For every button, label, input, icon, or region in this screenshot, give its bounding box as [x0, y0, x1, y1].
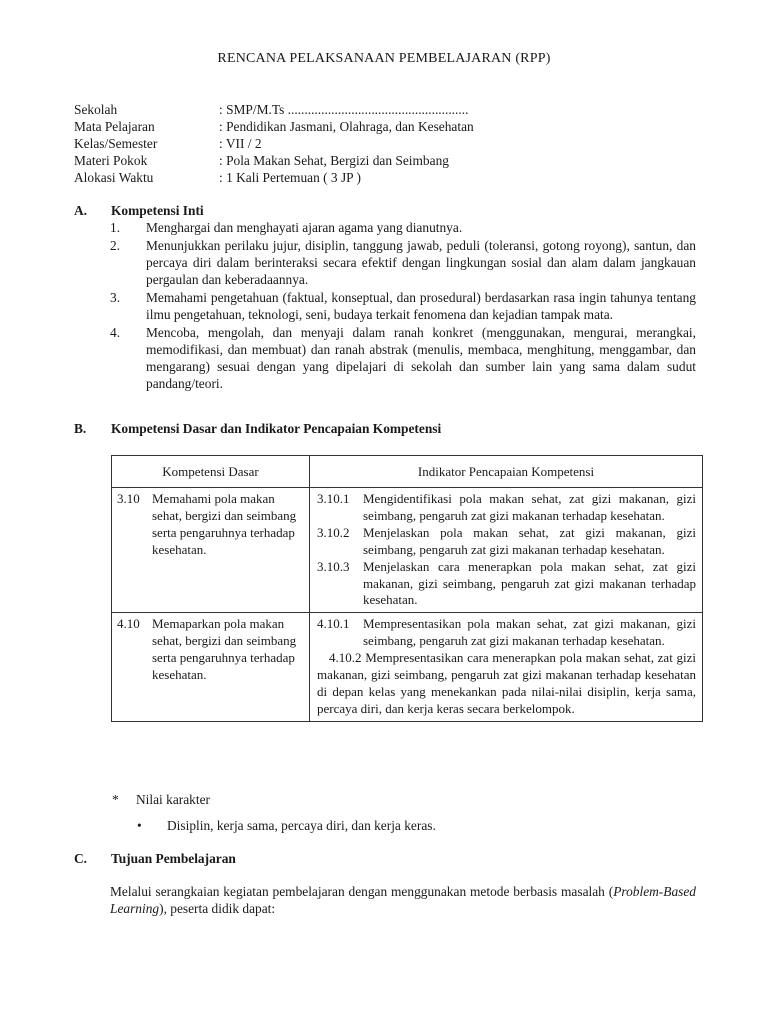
list-item	[110, 219, 696, 236]
list-number: 2.	[110, 238, 121, 253]
competency-text: Memahami pola makan sehat, bergizi dan seimbang serta pengaruhnya terhadap kesehatan.	[152, 491, 297, 557]
indicator-text: Mempresentasikan pola makan sehat, zat gizi makanan, gizi seimbang, pengaruh zat gizi makanan terhadap kesehatan.	[363, 616, 696, 649]
list-text: Menunjukkan perilaku jujur, disiplin, tanggung jawab, peduli (toleransi, gotong royong), santun, dan percaya diri dalam berinteraksi secara efektif dengan lingkungan sosial dan alam dalam jangkauan pergaulan dan keberadaannya.	[146, 238, 696, 287]
list-number: 3.	[110, 290, 121, 305]
meta-value: : Pendidikan Jasmani, Olahraga, dan Kesehatan	[219, 119, 474, 134]
table-cell	[310, 613, 703, 721]
meta-value: : 1 Kali Pertemuan ( 3 JP )	[219, 170, 361, 185]
table-cell	[112, 613, 310, 721]
para-text: Melalui serangkaian kegiatan pembelajaran dengan menggunakan metode berbasis masalah (	[110, 884, 614, 899]
table-cell	[112, 488, 310, 613]
identity-block	[74, 101, 694, 186]
section-title: Kompetensi Inti	[111, 203, 204, 218]
note-label: Nilai karakter	[136, 792, 210, 807]
meta-row-topic	[74, 152, 694, 169]
indicator-number: 3.10.3	[317, 558, 350, 574]
indicator-number: 4.10.2	[329, 650, 362, 666]
indicator-item	[317, 616, 696, 650]
list-item	[110, 289, 696, 323]
section-title: Tujuan Pembelajaran	[111, 851, 236, 866]
indicator-text: Menjelaskan pola makan sehat, zat gizi makanan, gizi seimbang, pengaruh zat gizi makanan terhadap kesehatan.	[363, 524, 696, 557]
table-row	[112, 488, 703, 613]
competency-number: 3.10	[117, 491, 140, 506]
meta-label: Mata Pelajaran	[74, 119, 155, 134]
core-competency-list	[110, 219, 696, 393]
section-letter: A.	[74, 203, 88, 218]
indicator-number: 3.10.1	[317, 491, 350, 506]
section-letter: C.	[74, 851, 88, 866]
indicator-item	[317, 559, 696, 610]
meta-value: : Pola Makan Sehat, Bergizi dan Seimbang	[219, 153, 449, 168]
meta-value: : VII / 2	[219, 136, 262, 151]
meta-label: Sekolah	[74, 102, 118, 117]
competency-table	[111, 455, 703, 722]
list-text: Memahami pengetahuan (faktual, konseptual, dan prosedural) berdasarkan rasa ingin tahunya tentang ilmu pengetahuan, teknologi, seni, budaya terkait fenomena dan kejadian tampak mata.	[146, 290, 696, 322]
list-text: Menghargai dan menghayati ajaran agama yang dianutnya.	[146, 220, 463, 235]
list-text: Mencoba, mengolah, dan menyaji dalam ranah konkret (menggunakan, mengurai, merangkai, memodifikasi, dan membuat) dan ranah abstrak (menulis, membaca, menghitung, menggambar, dan mengarang) sesuai dengan yang dipelajari di sekolah dan sumber lain yang sama dalam sudut pandang/teori.	[146, 325, 696, 391]
meta-row-subject	[74, 118, 694, 135]
indicator-text: Mengidentifikasi pola makan sehat, zat gizi makanan, gizi seimbang, pengaruh zat gizi makanan terhadap kesehatan.	[363, 491, 696, 523]
meta-value: : SMP/M.Ts ......................................................	[219, 102, 469, 117]
meta-label: Materi Pokok	[74, 153, 148, 168]
character-values-note	[112, 792, 210, 808]
section-heading-a	[74, 203, 204, 219]
table-cell	[310, 488, 703, 613]
competency-text: Memaparkan pola makan sehat, bergizi dan seimbang serta pengaruhnya terhadap kesehatan.	[152, 616, 297, 683]
basic-competency	[112, 488, 309, 562]
meta-row-time	[74, 169, 694, 186]
indicator-text: Menjelaskan cara menerapkan pola makan sehat, zat gizi makanan, gizi seimbang, pengaruh zat gizi makanan terhadap kesehatan.	[363, 558, 696, 608]
list-number: 1.	[110, 220, 121, 235]
column-header: Indikator Pencapaian Kompetensi	[310, 456, 703, 488]
basic-competency	[112, 613, 309, 687]
list-item	[110, 237, 696, 288]
indicator-list	[310, 488, 702, 612]
table-row	[112, 613, 703, 721]
competency-number: 4.10	[117, 616, 140, 632]
section-heading-c	[74, 851, 236, 867]
indicator-item	[317, 491, 696, 525]
learning-objective-paragraph	[110, 883, 696, 917]
indicator-text: Mempresentasikan cara menerapkan pola makan sehat, zat gizi makanan, gizi seimbang, pengaruh zat gizi makanan terhadap kesehatan di depan kelas yang menekankan pada nilai-nilai disiplin, kerja sama, percaya diri, dan kerja keras secara berkelompok.	[317, 650, 696, 716]
section-heading-b	[74, 421, 441, 437]
bullet-icon: •	[137, 818, 142, 833]
section-letter: B.	[74, 421, 87, 436]
indicator-number: 3.10.2	[317, 524, 350, 540]
list-item	[110, 324, 696, 392]
document-title: RENCANA PELAKSANAAN PEMBELAJARAN (RPP)	[217, 51, 551, 66]
meta-row-school	[74, 101, 694, 118]
indicator-item	[317, 525, 696, 559]
asterisk: *	[112, 792, 119, 807]
indicator-list	[310, 613, 702, 720]
meta-label: Alokasi Waktu	[74, 170, 154, 185]
para-italic: Problem-Based Learning	[110, 884, 696, 916]
table-header-row	[112, 456, 703, 488]
character-values-bullet	[137, 818, 436, 834]
section-title: Kompetensi Dasar dan Indikator Pencapaian Kompetensi	[111, 421, 442, 436]
indicator-number: 4.10.1	[317, 616, 350, 632]
para-text: ), peserta didik dapat:	[159, 901, 276, 916]
column-header: Kompetensi Dasar	[112, 456, 310, 488]
indicator-item	[317, 650, 696, 718]
list-number: 4.	[110, 325, 121, 340]
bullet-text: Disiplin, kerja sama, percaya diri, dan kerja keras.	[167, 818, 436, 833]
meta-row-class	[74, 135, 694, 152]
meta-label: Kelas/Semester	[74, 136, 158, 151]
